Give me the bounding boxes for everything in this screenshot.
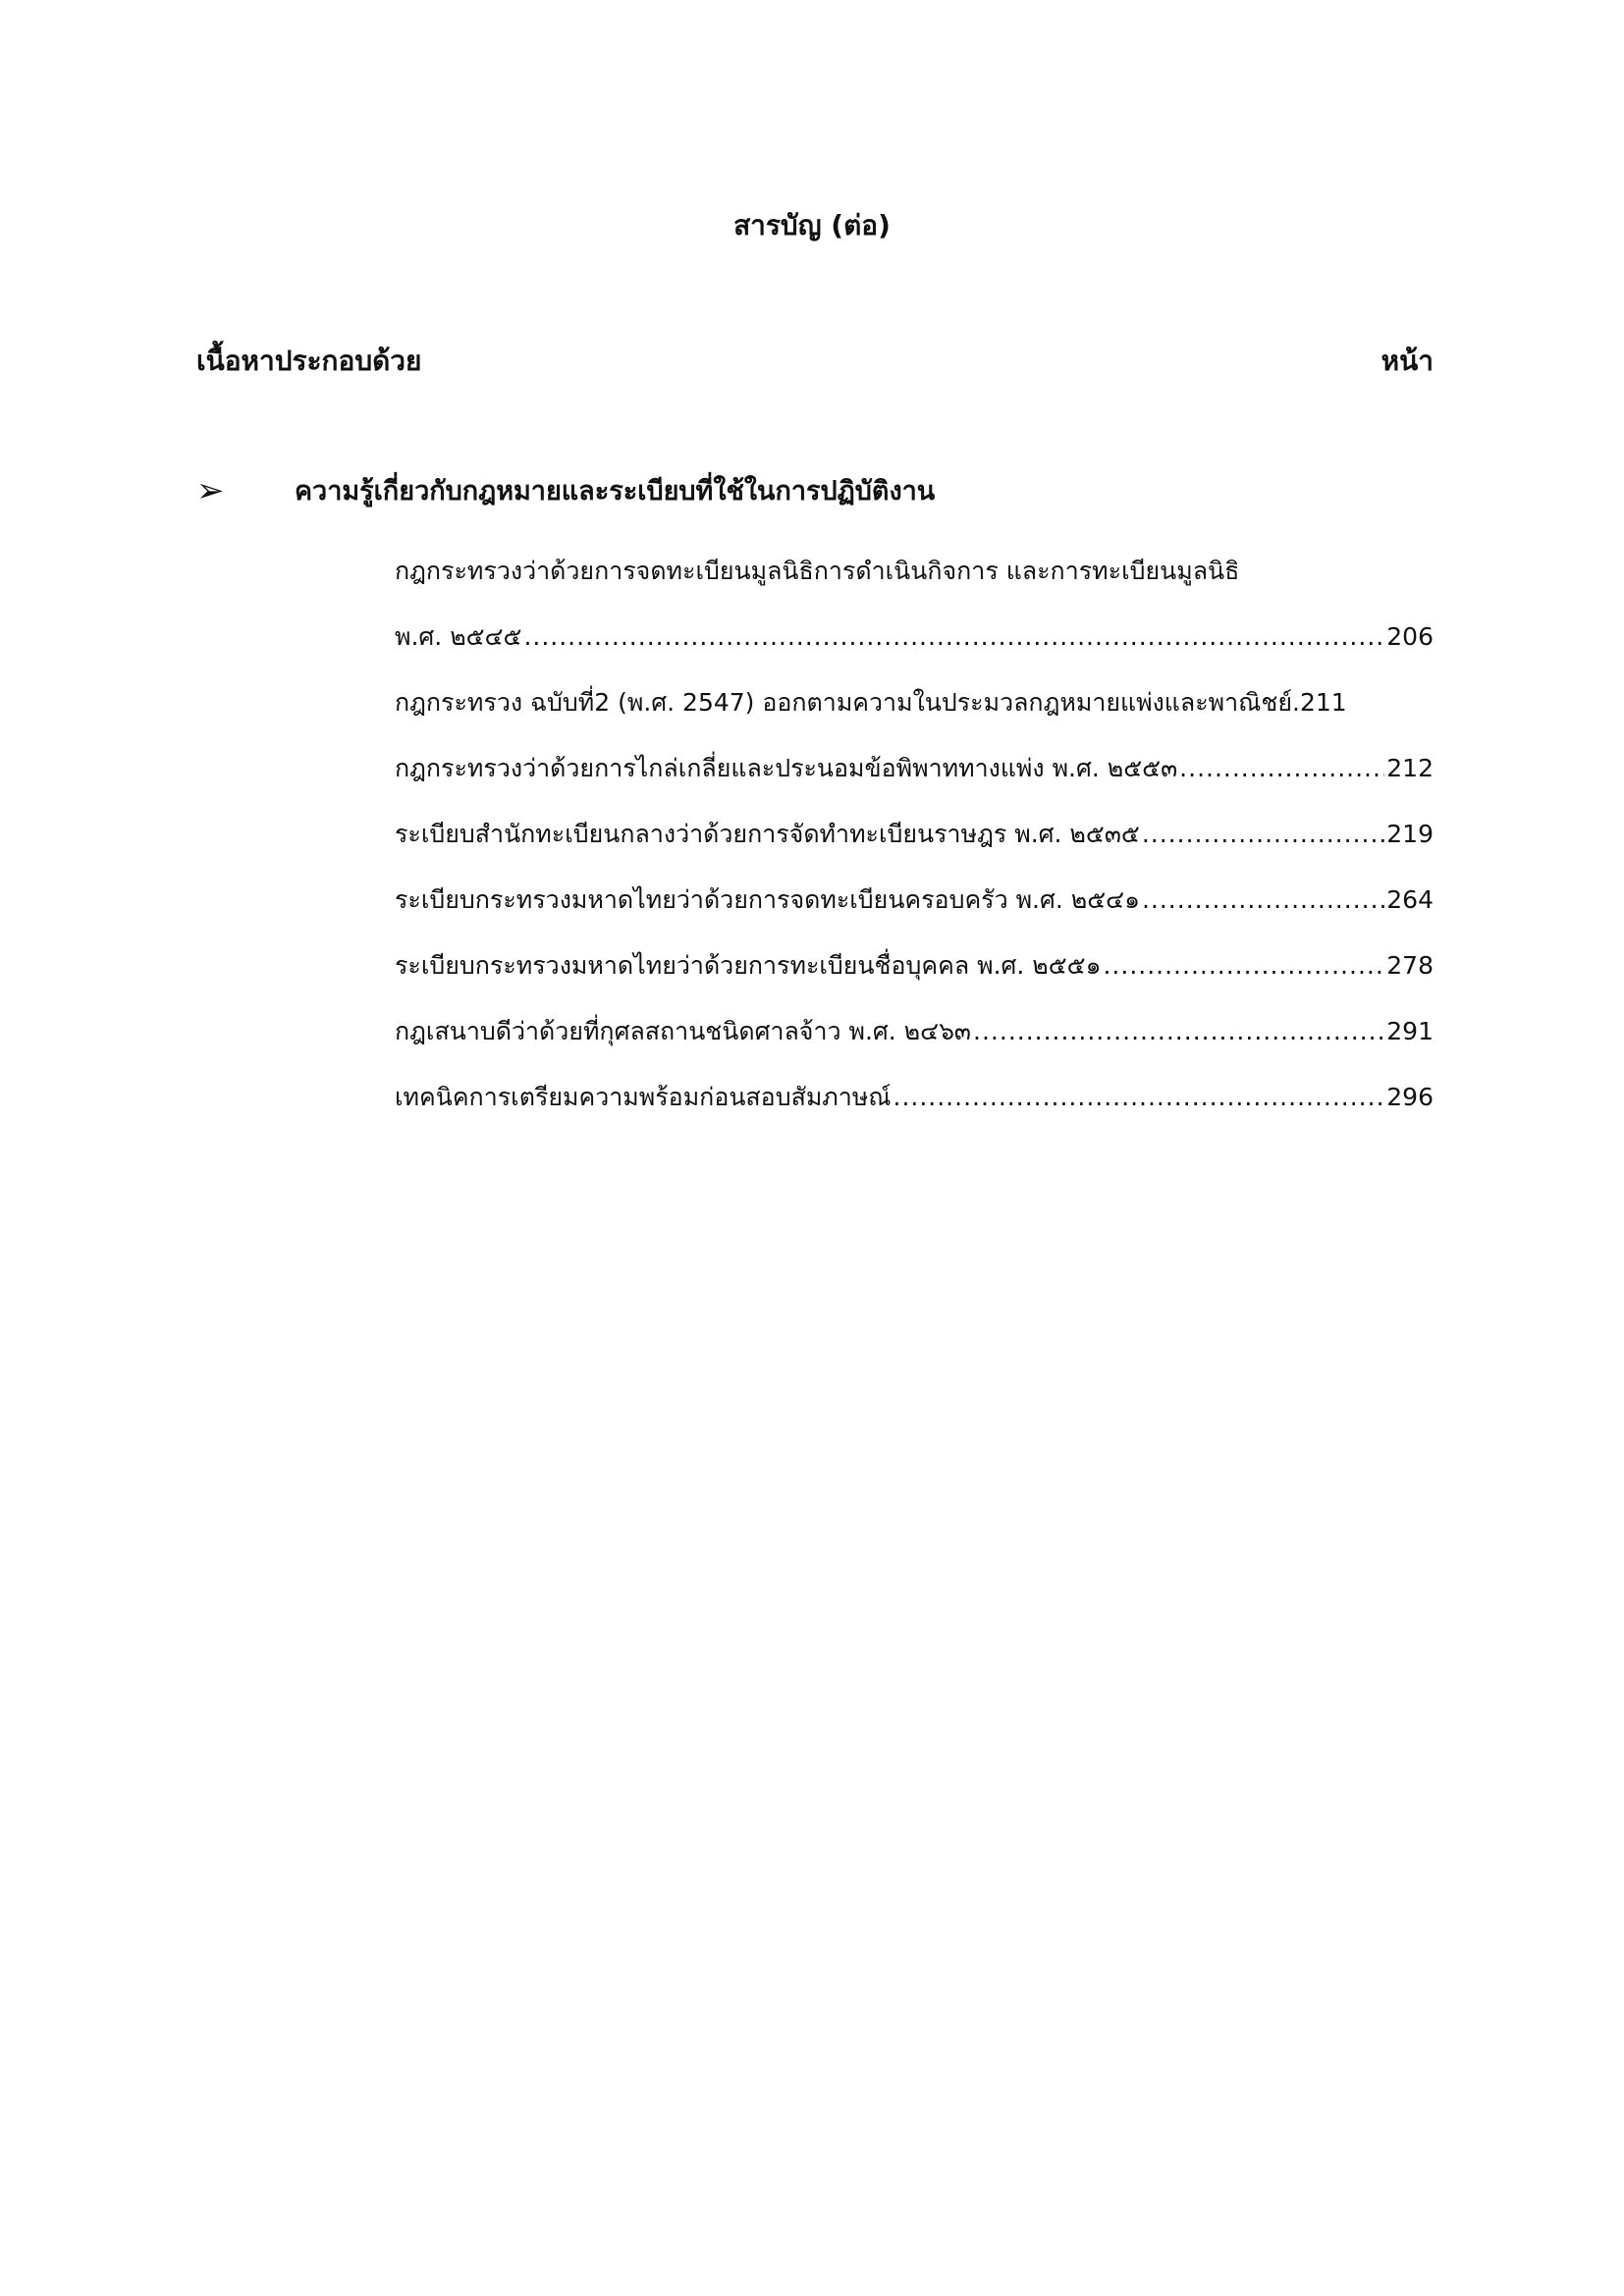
toc-entry-page: 219 <box>1386 820 1434 848</box>
toc-entry-text: ระเบียบกระทรวงมหาดไทยว่าด้วยการจดทะเบียนครอบครัว พ.ศ. ๒๕๔๑ <box>395 885 1140 914</box>
toc-entry-text: กฎกระทรวง ฉบับที่2 (พ.ศ. 2547) ออกตามความในประมวลกฎหมายแพ่งและพาณิชย์. <box>395 688 1300 717</box>
dot-leader <box>1179 735 1384 801</box>
toc-entry-page: 206 <box>1386 622 1434 651</box>
toc-entries <box>395 538 1434 1130</box>
toc-entry <box>395 1064 1434 1130</box>
page-title: สารบัญ (ต่อ) <box>733 209 891 241</box>
toc-entry <box>395 801 1434 867</box>
toc-entry-text: ระเบียบกระทรวงมหาดไทยว่าด้วยการทะเบียนชื่อบุคคล พ.ศ. ๒๕๕๑ <box>395 951 1102 980</box>
toc-entry-text: กฎเสนาบดีว่าด้วยที่กุศลสถานชนิดศาลจ้าว พ.ศ. ๒๔๖๓ <box>395 1017 972 1045</box>
toc-entry-text: ระเบียบสำนักทะเบียนกลางว่าด้วยการจัดทำทะเบียนราษฎร พ.ศ. ๒๕๓๕ <box>395 820 1140 848</box>
arrowhead-bullet-icon: ➢ <box>196 470 225 510</box>
contents-column-heading: เนื้อหาประกอบด้วย <box>196 345 422 377</box>
toc-entry-text: เทคนิคการเตรียมความพร้อมก่อนสอบสัมภาษณ์ <box>395 1083 892 1111</box>
toc-entry-page: 264 <box>1386 885 1434 914</box>
toc-entry <box>395 604 1434 669</box>
toc-entry-text: กฎกระทรวงว่าด้วยการจดทะเบียนมูลนิธิการดำเนินกิจการ และการทะเบียนมูลนิธิ <box>395 557 1240 585</box>
toc-entry-text: พ.ศ. ๒๕๔๕ <box>395 622 522 651</box>
toc-entry-line <box>395 538 1434 604</box>
toc-entry-page: 291 <box>1386 1017 1434 1045</box>
dot-leader <box>893 1064 1385 1130</box>
toc-entry-page: 212 <box>1386 754 1434 782</box>
toc-entry <box>395 933 1434 998</box>
dot-leader <box>1103 933 1384 998</box>
toc-entry-text: กฎกระทรวงว่าด้วยการไกล่เกลี่ยและประนอมข้อพิพาททางแพ่ง พ.ศ. ๒๕๕๓ <box>395 754 1178 782</box>
toc-entry-page: 296 <box>1386 1083 1434 1111</box>
dot-leader <box>1142 801 1384 867</box>
dot-leader <box>523 604 1384 669</box>
page-column-heading: หน้า <box>1380 345 1434 377</box>
toc-entry <box>395 735 1434 801</box>
toc-entry <box>395 669 1434 735</box>
dot-leader <box>1142 867 1384 933</box>
toc-entry <box>395 867 1434 933</box>
toc-entry-page: 211 <box>1299 688 1347 717</box>
section-heading <box>196 469 1434 511</box>
toc-entry <box>395 998 1434 1064</box>
dot-leader <box>973 998 1384 1064</box>
toc-entry-page: 278 <box>1386 951 1434 980</box>
section-title: ความรู้เกี่ยวกับกฎหมายและระเบียบที่ใช้ในการปฏิบัติงาน <box>295 476 936 507</box>
